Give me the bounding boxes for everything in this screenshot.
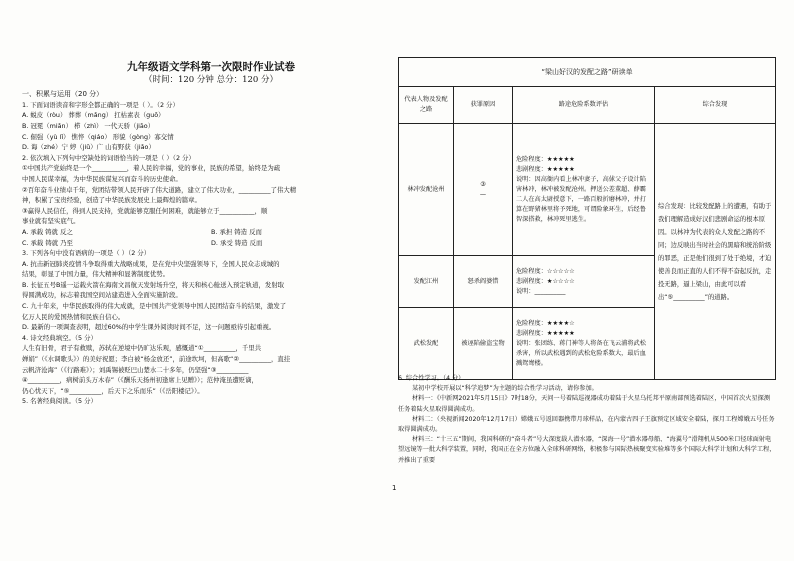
col-header-finding: 综合发现: [655, 87, 776, 124]
q3-option-a: 结果，彰显了中国力量，伟大精神和显著制度优势。: [22, 270, 169, 279]
q3-option-a: A. 抗击新冠肺炎疫情斗争取得重大战略成果，是在党中央坚强领导下，全国人民众志成城的: [22, 259, 280, 268]
row1-grief: 悲剧程度：★★★★★: [516, 165, 575, 173]
q4-stem: 4. 诗文经典填空。（5 分）: [22, 333, 97, 342]
q6-stem: 6. 综合性学习。（4 分）: [398, 375, 465, 382]
row2-reason: 怒杀阎婆惜: [454, 256, 513, 308]
row2-desc: 说明：__________: [516, 287, 566, 295]
q2-options-row: [22, 227, 400, 238]
row2-danger: 危险程度：☆☆☆☆☆: [516, 267, 575, 275]
table-caption: “梁山好汉的发配之路”研读单: [399, 58, 776, 87]
q2-sentence: ③赢得人民信任，得到人民支持，党就能够克服任何困难，就能够立于___________，顺: [22, 206, 268, 215]
q4-line: 仍心忧天下，“⑤__________，后天下之乐而乐”（《岳阳楼记》）。: [22, 386, 204, 395]
row3-reason: 被诬陷偷盗宝物: [454, 308, 513, 380]
q1-option-c: C. 倔强（yù lǐ） 憔悴（qiáo） 形貌（gòng）寡交情: [22, 132, 174, 141]
q2-option-d: D. 承受 铸造 反而: [211, 238, 263, 247]
exam-title: 九年级语文学科第一次限时作业试卷: [127, 61, 295, 73]
row1-assessment: [513, 124, 655, 256]
col-header-reason: 获罪原因: [454, 87, 513, 124]
page-number: 1: [392, 484, 397, 492]
q2-sentence: ①中国共产党始终是一个___________，着人民的幸福，党的事业，民族的希望，始终是为疏: [22, 164, 281, 173]
row3-danger: 危险程度：★★★★☆: [516, 319, 575, 327]
q1-option-d: D. 诲（zhé）宁 婷（jiǔ）广 山有野获（jiǎo）: [22, 143, 155, 152]
row2-person: 发配江州: [399, 256, 454, 308]
q1-option-a: A. 蜕皮（ròu） 葬葬（mǎng） 扛枯素表（guō）: [22, 111, 165, 120]
q2-option-b: B. 承担 铸造 反而: [211, 227, 262, 236]
q1-option-b: B. 冠冕（miǎn） 栉（zhì） 一代天骄（jiāo）: [22, 121, 155, 130]
q4-line: 人生有旧骨，君子有救赎，苏轼在逆境中仍旷达乐观，感慨道“①__________，千里共: [22, 344, 262, 353]
q2-stem: 2. 依次填入下列句中空缺处的词语恰当的一项是（ ）（2 分）: [22, 153, 195, 162]
q3-stem: 3. 下列各句中没有语病的一项是（ ）（2 分）: [22, 249, 151, 258]
q2-sentence: 事业就有坚实底气。: [22, 217, 80, 226]
row1-desc: 说明：因高衙内看上林冲妻子，高俅父子设计陷害林冲，林冲被发配沧州。押送公差董超、薛霸二人在高太尉授意下，一路百般折磨林冲，并打算在野猪林里将予死地，可谓险象环生，后经鲁智深搭救，林冲死里逃生。: [516, 175, 646, 223]
left-column: [22, 48, 400, 407]
q3-option-c: C. 九十年来，中华民族取得的伟大成就，是中国共产党领导中国人民团结奋斗的结果，激发了: [22, 302, 287, 311]
col-header-person: 代表人物及发配之路: [399, 87, 454, 124]
q6-material-3: 材料三：“十三五”期间，我国科研的“奋斗者”号大深度载人潜水器，“深海一号”潜水器母船、“海翼号”滑翔机从500米口径球面射电望远镜等一批大科学装置，同时，我国正在全方位融入全球科研网络，积极参与国际热核聚变实验堆等多个国际大科学计划和大科学工程，并推出了重要: [398, 436, 776, 464]
q6-material-1: 材料一：《中新网2021年5月15日》7时18分，天问一号着陆巡视器成功着陆于火星乌托邦平原南部预选着陆区，中国首次火星探测任务着陆火星取得圆满成功。: [398, 395, 771, 413]
exam-subtitle: （时间：120 分钟 总分：120 分）: [143, 74, 279, 85]
q3-option-b: 得圆满成功，标志着我国空间站建造进入全面实施阶段。: [22, 291, 182, 300]
q2-sentence: 神，积累了宝贵经验，创造了中华民族发展史上最辉煌的篇章。: [22, 196, 201, 205]
row1-reason-dash: —: [479, 190, 487, 198]
q3-option-d: D. 最新的一项调查表明，超过60%的中学生课外阅读时间不足，这一问题亟待引起重视。: [22, 323, 276, 332]
q2-sentence: 中国人民谋幸福，为中华民族谋复兴而奋斗的历史使命。: [22, 174, 182, 183]
q5-stem: 5. 名著经典阅读。（5 分）: [22, 397, 97, 406]
right-column: [398, 57, 776, 380]
row1-person: 林冲发配沧州: [399, 124, 454, 256]
row2-grief: 悲剧程度：★☆☆☆☆: [516, 277, 575, 285]
q1-stem: 1. 下面词语读音和字形全都正确的一项是（ ）。（2 分）: [22, 100, 179, 109]
q6-block: [398, 374, 776, 466]
study-table: [398, 57, 776, 380]
row2-assessment: [513, 256, 655, 308]
q4-line: ④__________，病树前头万木春”（《酬乐天扬州初逢席上见赠》）；范仲淹虽遭贬谪，: [22, 376, 258, 385]
row3-assessment: [513, 308, 655, 380]
row3-person: 武松发配: [399, 308, 454, 380]
section-heading: 一、积累与运用（20 分）: [22, 90, 104, 99]
finding-cell: 综合发现：比较发配路上的遭遇，有助于我们理解造成好汉们悲剧命运的根本原因。以林冲为代表的众人发配之路的不同；边反映出当时社会的黑暗和统治阶级的罪恶，正是他们很到了处于绝境，才迫使善良而正直的人们不得不奋起反抗，走投无路，逼上梁山，由此可以看出“⑤__________”的道路。: [655, 124, 776, 380]
q2-sentence: ②百年奋斗业绩卓千年，党团结带领人民开辟了伟大道路，建立了伟大功业，__________了伟大精: [22, 185, 297, 194]
q4-line: 云帆济沧海”（《行路难》）；刘禹锡被贬巴山楚水二十多年，仍坚强“③__________: [22, 365, 249, 374]
q2-option-a: A. 承载 铸就 反之: [22, 227, 73, 236]
row1-reason: [454, 124, 513, 256]
q3-option-b: B. 长征五号B遥一运载火箭在海南文昌航天发射场升空，将天和核心舱送入预定轨道，发射取: [22, 280, 285, 289]
q4-line: 婵娟”（《水调歌头》）的美好祝愿；李白被“杨金放还”，前途坎坷，但高歌“②__________，直挂: [22, 355, 291, 364]
q6-material-2: 材料二：（央视新闻2020年12月17日）嫦娥五号返回器携带月球样品，在内蒙古四子王旗预定区域安全着陆，探月工程嫦娥五号任务取得圆满成功。: [398, 415, 775, 434]
col-header-danger: 路途危险系数评估: [513, 87, 655, 124]
q3-option-c: 亿万人民的爱国热情和民族自信心。: [22, 312, 125, 321]
q2-option-c: C. 承载 铸就 乃至: [22, 238, 73, 247]
q2-options-row: [22, 238, 400, 249]
row3-desc: 说明：张团练、蒋门神等人将备在飞云浦将武松杀害，所以武松遇到的武松危险系数大，最后血溅鸳鸯楼。: [516, 339, 646, 367]
q6-intro: 某初中学校开展以“科学追梦”为主题的综合性学习活动，请你参加。: [412, 385, 598, 393]
row1-reason-blank: ③: [480, 180, 486, 188]
row3-grief: 悲剧程度：★★★★★: [516, 329, 575, 337]
row1-danger: 危险程度：★★★★★: [516, 155, 575, 163]
